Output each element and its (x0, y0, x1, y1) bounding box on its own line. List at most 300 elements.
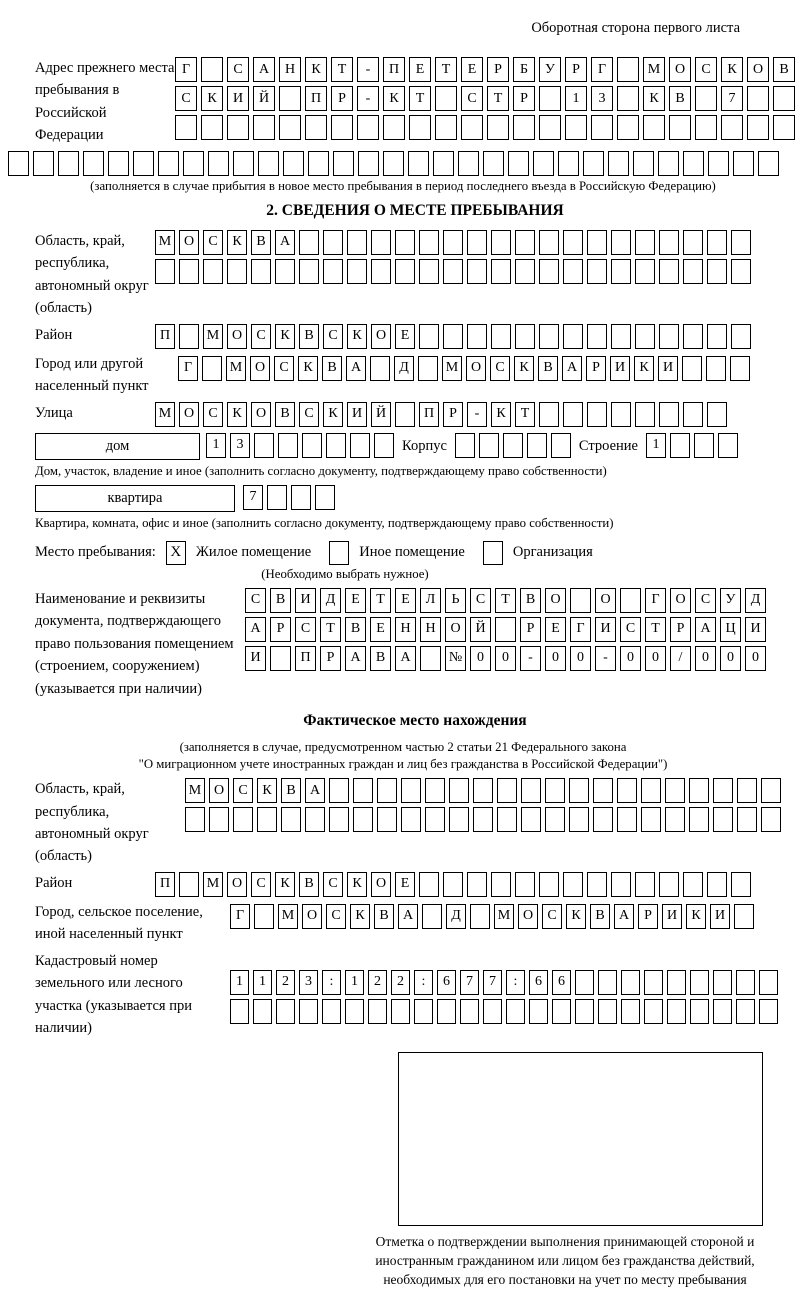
form-cell (706, 356, 726, 381)
checkbox-organization (483, 541, 503, 565)
form-cell (208, 151, 229, 176)
prev-address-row (35, 57, 795, 147)
form-cell (611, 402, 631, 427)
form-cell: О (595, 588, 616, 613)
form-cell (258, 151, 279, 176)
form-cell: С (470, 588, 491, 613)
form-cell: К (323, 402, 343, 427)
form-cell: К (383, 86, 405, 111)
form-cell (401, 778, 421, 803)
form-cell: К (721, 57, 743, 82)
form-cell (747, 115, 769, 140)
form-cell (515, 324, 535, 349)
form-cell: К (347, 324, 367, 349)
form-cell: М (643, 57, 665, 82)
form-cell: 1 (230, 970, 249, 995)
form-cell (708, 151, 729, 176)
form-cell: Л (420, 588, 441, 613)
form-cell (473, 807, 493, 832)
form-cell (570, 588, 591, 613)
form-cell (611, 872, 631, 897)
form-cell (659, 259, 679, 284)
form-cell: В (251, 230, 271, 255)
form-cell: О (371, 324, 391, 349)
form-cell: Т (370, 588, 391, 613)
form-cell (761, 807, 781, 832)
form-cell: С (620, 617, 641, 642)
form-cell: Г (570, 617, 591, 642)
form-cell (345, 999, 364, 1024)
form-cell: О (250, 356, 270, 381)
form-cell (443, 324, 463, 349)
form-cell (419, 259, 439, 284)
form-cell (670, 433, 690, 458)
form-cell: Д (394, 356, 414, 381)
form-cell: А (346, 356, 366, 381)
form-cell (563, 402, 583, 427)
form-cell: К (227, 230, 247, 255)
form-cell (491, 872, 511, 897)
stay-option-organization: Организация (512, 544, 593, 561)
form-cell: С (323, 872, 343, 897)
form-cell (479, 433, 499, 458)
stamp-box (398, 1052, 763, 1226)
form-cell (545, 807, 565, 832)
form-cell: П (383, 57, 405, 82)
form-cell (551, 433, 571, 458)
form-cell: О (227, 324, 247, 349)
form-cell (667, 970, 686, 995)
form-cell: О (669, 57, 691, 82)
form-cell (521, 807, 541, 832)
cadastre-line-2 (230, 999, 778, 1024)
form-cell (409, 115, 431, 140)
form-cell: К (566, 904, 586, 929)
checkbox-residential: X (166, 541, 186, 565)
form-cell (591, 115, 613, 140)
form-cell (279, 115, 301, 140)
prev-address-cellrows (175, 57, 795, 140)
form-cell (395, 230, 415, 255)
form-cell (643, 115, 665, 140)
form-cell: 0 (570, 646, 591, 671)
form-cell: 1 (345, 970, 364, 995)
form-cell (521, 778, 541, 803)
form-cell (563, 324, 583, 349)
form-cell: 0 (645, 646, 666, 671)
form-cell: О (518, 904, 538, 929)
form-cell (254, 904, 274, 929)
form-cell (611, 324, 631, 349)
form-cell: 0 (545, 646, 566, 671)
form-cell: Б (513, 57, 535, 82)
document-row (35, 588, 795, 700)
form-cell (435, 115, 457, 140)
form-cell (506, 999, 525, 1024)
form-cell: С (203, 230, 223, 255)
form-cell: М (226, 356, 246, 381)
stroenie-label: Строение (578, 437, 638, 454)
form-cell (377, 778, 397, 803)
form-cell (408, 151, 429, 176)
form-cell: Р (586, 356, 606, 381)
form-cell (587, 259, 607, 284)
form-cell (202, 356, 222, 381)
form-cell: И (347, 402, 367, 427)
form-cell (179, 324, 199, 349)
form-cell (333, 151, 354, 176)
form-cell: П (305, 86, 327, 111)
form-cell (683, 230, 703, 255)
form-cell: А (398, 904, 418, 929)
form-cell: 6 (529, 970, 548, 995)
form-cell (323, 259, 343, 284)
form-cell (529, 999, 548, 1024)
district-row (35, 324, 795, 349)
form-cell (305, 115, 327, 140)
form-cell (383, 151, 404, 176)
prev-address-line-4 (8, 151, 795, 176)
prev-address-line-3 (175, 115, 795, 140)
form-cell (683, 151, 704, 176)
form-cell: - (357, 57, 379, 82)
form-cell (347, 230, 367, 255)
form-cell (422, 904, 442, 929)
form-cell (254, 433, 274, 458)
form-cell: В (299, 324, 319, 349)
form-cell (302, 433, 322, 458)
form-cell (483, 999, 502, 1024)
region-cellrows (155, 230, 751, 284)
form-cell: : (414, 970, 433, 995)
district-label: Район (35, 326, 73, 343)
form-cell: А (345, 646, 366, 671)
form-cell (682, 356, 702, 381)
form-cell: 7 (243, 485, 263, 510)
form-cell (470, 904, 490, 929)
form-cell: Е (395, 588, 416, 613)
form-cell: К (350, 904, 370, 929)
apartment-cells (243, 485, 335, 510)
form-cell (467, 259, 487, 284)
form-cell (158, 151, 179, 176)
form-cell (179, 872, 199, 897)
form-cell: 3 (230, 433, 250, 458)
form-cell: В (590, 904, 610, 929)
section3-caption-2: "О миграционном учете иностранных граждан и лиц без гражданства в Российской Федерации") (138, 757, 668, 772)
form-cell: 3 (299, 970, 318, 995)
cadastre-label: Кадастровый номер земельного или лесного участка (указывается при наличии) (35, 952, 192, 1037)
form-cell: О (371, 872, 391, 897)
form-cell: А (275, 230, 295, 255)
form-cell: Т (320, 617, 341, 642)
form-cell (539, 115, 561, 140)
form-cell: Т (487, 86, 509, 111)
form-cell: В (374, 904, 394, 929)
form-cell: П (419, 402, 439, 427)
form-cell: С (227, 57, 249, 82)
form-cell (707, 259, 727, 284)
form-cell (33, 151, 54, 176)
form-cell (683, 259, 703, 284)
house-row (35, 433, 795, 460)
form-cell (358, 151, 379, 176)
form-cell (575, 999, 594, 1024)
form-cell (644, 999, 663, 1024)
form-cell: К (686, 904, 706, 929)
form-cell (689, 807, 709, 832)
form-cell (659, 230, 679, 255)
form-cell: А (395, 646, 416, 671)
form-cell: Е (409, 57, 431, 82)
form-cell (665, 778, 685, 803)
form-cell (353, 807, 373, 832)
form-cell: И (745, 617, 766, 642)
city2-cells (230, 904, 754, 929)
form-cell (563, 259, 583, 284)
form-cell (8, 151, 29, 176)
form-cell (515, 259, 535, 284)
city-row (35, 353, 795, 398)
form-cell (707, 230, 727, 255)
form-cell (718, 433, 738, 458)
korpus-label: Корпус (402, 437, 447, 454)
form-cell: В (520, 588, 541, 613)
section3-title: Фактическое место нахождения (303, 712, 527, 730)
prev-address-line-1 (175, 57, 795, 82)
form-cell (683, 872, 703, 897)
form-cell (587, 230, 607, 255)
form-cell: Д (745, 588, 766, 613)
form-cell: С (490, 356, 510, 381)
form-cell: О (445, 617, 466, 642)
form-cell (305, 807, 325, 832)
form-cell: С (274, 356, 294, 381)
form-cell: В (322, 356, 342, 381)
stamp-caption: Отметка о подтверждении выполнения принимающей стороной и иностранным гражданином или лицом без гражданства действий, необходимых для его постановки на учет по месту пребывания (375, 1233, 755, 1288)
form-cell: 1 (565, 86, 587, 111)
prev-address-label: Адрес прежнего места пребывания в Российской Федерации (35, 60, 175, 144)
house-cells (206, 433, 394, 458)
form-cell: К (275, 324, 295, 349)
form-cell (565, 115, 587, 140)
form-cell: И (227, 86, 249, 111)
form-cell: У (539, 57, 561, 82)
form-cell: Е (461, 57, 483, 82)
form-cell (323, 230, 343, 255)
form-cell (707, 324, 727, 349)
form-cell: Е (395, 324, 415, 349)
form-cell (449, 778, 469, 803)
form-cell (467, 872, 487, 897)
section3-caption-1: (заполняется в случае, предусмотренном частью 2 статьи 21 Федерального закона (179, 740, 627, 755)
form-cell (253, 999, 272, 1024)
form-cell (558, 151, 579, 176)
form-cell (395, 259, 415, 284)
apartment-row (35, 485, 795, 512)
house-caption: Дом, участок, владение и иное (заполнить согласно документу, подтверждающему право собственности) (35, 463, 607, 478)
form-cell (368, 999, 387, 1024)
form-cell: И (595, 617, 616, 642)
form-cell: И (658, 356, 678, 381)
form-cell (659, 402, 679, 427)
form-cell (515, 230, 535, 255)
form-cell (275, 259, 295, 284)
form-cell: В (773, 57, 795, 82)
form-cell: А (245, 617, 266, 642)
form-cell (695, 115, 717, 140)
form-cell (659, 324, 679, 349)
form-cell: К (347, 872, 367, 897)
form-cell: Г (591, 57, 613, 82)
region2-row (35, 778, 795, 868)
form-cell: О (670, 588, 691, 613)
form-cell: А (253, 57, 275, 82)
form-cell: Р (565, 57, 587, 82)
form-cell (322, 999, 341, 1024)
form-cell: В (669, 86, 691, 111)
form-cell (483, 151, 504, 176)
form-cell (391, 999, 410, 1024)
form-cell (608, 151, 629, 176)
form-cell (401, 807, 421, 832)
document-line-1 (245, 588, 766, 613)
form-cell (617, 57, 639, 82)
form-cell: К (227, 402, 247, 427)
form-cell: О (747, 57, 769, 82)
form-cell (371, 259, 391, 284)
form-cell (418, 356, 438, 381)
form-cell: Е (545, 617, 566, 642)
form-cell (371, 230, 391, 255)
form-cell (658, 151, 679, 176)
form-cell (353, 778, 373, 803)
district2-cells (155, 872, 751, 897)
form-cell (707, 402, 727, 427)
form-cell: 2 (368, 970, 387, 995)
form-cell: С (695, 588, 716, 613)
form-cell (683, 324, 703, 349)
form-cell: Т (331, 57, 353, 82)
form-cell (593, 807, 613, 832)
form-cell: 1 (253, 970, 272, 995)
form-cell (449, 807, 469, 832)
form-cell (773, 86, 795, 111)
form-cell (370, 356, 390, 381)
document-label: Наименование и реквизиты документа, подтверждающего право пользования помещением (строением, сооружением) (указывается при наличии) (35, 590, 234, 697)
form-cell (563, 872, 583, 897)
form-cell: № (445, 646, 466, 671)
form-cell: Р (520, 617, 541, 642)
form-cell (569, 778, 589, 803)
form-cell (731, 324, 751, 349)
form-cell (329, 778, 349, 803)
form-cell (552, 999, 571, 1024)
region-row (35, 230, 795, 320)
form-cell: 0 (495, 646, 516, 671)
form-cell (669, 115, 691, 140)
form-cell: К (491, 402, 511, 427)
form-cell (617, 807, 637, 832)
city-cells (178, 356, 750, 381)
form-cell (635, 259, 655, 284)
form-cell: П (155, 324, 175, 349)
form-cell (308, 151, 329, 176)
form-cell: У (720, 588, 741, 613)
form-cell: 6 (552, 970, 571, 995)
form-cell (539, 230, 559, 255)
region2-label: Область, край, республика, автономный округ (область) (35, 781, 149, 865)
stay-type-row (35, 541, 795, 565)
form-cell (713, 970, 732, 995)
form-cell (736, 970, 755, 995)
form-cell (539, 402, 559, 427)
form-cell (425, 778, 445, 803)
document-line-3 (245, 646, 766, 671)
form-cell (281, 807, 301, 832)
form-cell: Ь (445, 588, 466, 613)
form-cell (455, 433, 475, 458)
form-cell (491, 259, 511, 284)
district2-label: Район (35, 874, 73, 891)
form-cell: М (203, 324, 223, 349)
form-cell: 1 (206, 433, 226, 458)
form-cell (731, 872, 751, 897)
form-cell: О (227, 872, 247, 897)
form-cell (383, 115, 405, 140)
form-cell (425, 807, 445, 832)
form-cell (201, 57, 223, 82)
form-cell: Т (435, 57, 457, 82)
form-cell (270, 646, 291, 671)
form-cell (713, 778, 733, 803)
form-cell (737, 778, 757, 803)
form-cell (460, 999, 479, 1024)
form-cell (377, 807, 397, 832)
form-cell: : (322, 970, 341, 995)
form-cell: И (710, 904, 730, 929)
form-cell (761, 778, 781, 803)
form-cell (635, 324, 655, 349)
form-cell (326, 433, 346, 458)
form-cell (420, 646, 441, 671)
form-cell: Г (178, 356, 198, 381)
form-cell (641, 807, 661, 832)
form-cell (299, 259, 319, 284)
form-cell (575, 970, 594, 995)
form-cell (635, 872, 655, 897)
form-cell: В (370, 646, 391, 671)
form-cell (683, 402, 703, 427)
form-cell (283, 151, 304, 176)
form-cell: К (643, 86, 665, 111)
form-cell (227, 115, 249, 140)
form-cell: А (614, 904, 634, 929)
form-cell: Т (409, 86, 431, 111)
form-cell: 0 (620, 646, 641, 671)
form-cell (747, 86, 769, 111)
form-cell (461, 115, 483, 140)
form-cell (569, 807, 589, 832)
form-cell: Р (320, 646, 341, 671)
form-cell (230, 999, 249, 1024)
form-cell: : (506, 970, 525, 995)
form-cell: Г (645, 588, 666, 613)
form-cell (201, 115, 223, 140)
apartment-box-label: квартира (35, 485, 235, 512)
form-cell (350, 433, 370, 458)
form-cell (433, 151, 454, 176)
